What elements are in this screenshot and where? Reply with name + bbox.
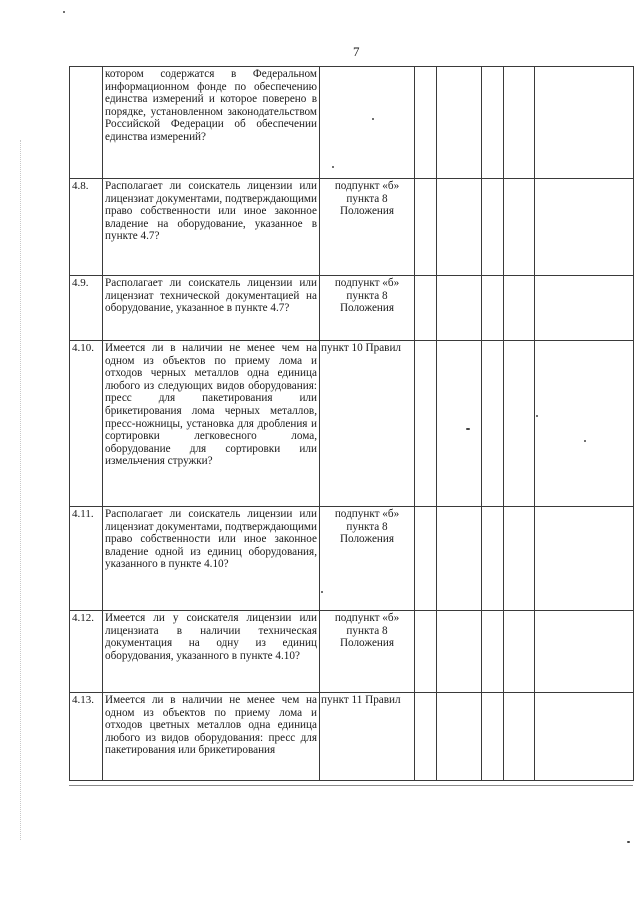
note-cell: [535, 67, 634, 179]
item-number: 4.10.: [70, 341, 103, 507]
answer-cell: [415, 276, 437, 341]
scan-speck: [627, 841, 630, 843]
scan-fold-line: [20, 140, 21, 840]
table-row: [70, 341, 634, 507]
answer-cell: [437, 341, 482, 507]
reference-cell: подпункт «б» пункта 8 Положения: [320, 179, 415, 276]
scan-speck: [372, 118, 374, 120]
reference-cell: пункт 10 Правил: [320, 341, 415, 507]
answer-cell: [415, 507, 437, 611]
answer-cell: [482, 507, 504, 611]
item-number: 4.11.: [70, 507, 103, 611]
answer-cell: [437, 611, 482, 693]
answer-cell: [415, 341, 437, 507]
scan-speck: [466, 428, 470, 430]
item-number: 4.12.: [70, 611, 103, 693]
question-cell: [103, 179, 320, 276]
answer-cell: [504, 611, 535, 693]
question-text: котором содержатся в Федеральном информационном фонде по обеспечению единства измерений и которое поверено в порядке, установленном законодательством Российской Федерации об обеспечении единства измерений?: [105, 68, 317, 143]
checklist-table: [69, 66, 634, 781]
answer-cell: [504, 276, 535, 341]
answer-cell: [415, 179, 437, 276]
table-row: [70, 276, 634, 341]
question-text: Имеется ли у соискателя лицензии или лицензиата в наличии техническая документация на одну из единиц оборудования, указанного в пункте 4.10?: [105, 612, 317, 662]
reference-cell: пункт 11 Правил: [320, 693, 415, 781]
note-cell: [535, 507, 634, 611]
answer-cell: [437, 693, 482, 781]
table-row: [70, 179, 634, 276]
answer-cell: [437, 179, 482, 276]
answer-cell: [504, 179, 535, 276]
note-cell: [535, 341, 634, 507]
answer-cell: [437, 507, 482, 611]
answer-cell: [482, 67, 504, 179]
reference-cell: подпункт «б» пункта 8 Положения: [320, 611, 415, 693]
answer-cell: [504, 341, 535, 507]
scan-speck: [63, 11, 65, 13]
scan-speck: [332, 166, 334, 168]
table-row: [70, 507, 634, 611]
item-number: 4.8.: [70, 179, 103, 276]
scan-speck: [321, 591, 323, 593]
question-text: Располагает ли соискатель лицензии или лицензиат документами, подтверждающими право собственности или иное законное владение на оборудование, указанное в пункте 4.7?: [105, 180, 317, 243]
answer-cell: [482, 341, 504, 507]
answer-cell: [415, 611, 437, 693]
item-number: 4.9.: [70, 276, 103, 341]
question-cell: [103, 341, 320, 507]
question-text: Располагает ли соискатель лицензии или лицензиат документами, подтверждающими право собственности или иное законное владение одной из единиц оборудования, указанного в пункте 4.10?: [105, 508, 317, 571]
page-number: 7: [353, 44, 360, 59]
scan-speck: [536, 415, 538, 417]
answer-cell: [482, 693, 504, 781]
page-bottom-rule: [69, 785, 633, 786]
answer-cell: [437, 276, 482, 341]
question-cell: [103, 67, 320, 179]
item-number: [70, 67, 103, 179]
answer-cell: [504, 507, 535, 611]
answer-cell: [415, 67, 437, 179]
table-row: [70, 693, 634, 781]
answer-cell: [482, 179, 504, 276]
question-text: Имеется ли в наличии не менее чем на одном из объектов по приему лома и отходов цветных металлов одна единица любого из видов оборудования: пресс для пакетирования или брикетирования: [105, 694, 317, 757]
question-text: Располагает ли соискатель лицензии или лицензиат технической документацией на оборудование, указанное в пункте 4.7?: [105, 277, 317, 315]
note-cell: [535, 276, 634, 341]
note-cell: [535, 179, 634, 276]
reference-cell: [320, 67, 415, 179]
question-text: Имеется ли в наличии не менее чем на одном из объектов по приему лома и отходов черных металлов одна единица любого из следующих видов оборудования: пресс для пакетирования или брикетирования лома черных металлов, пресс-ножницы, установка для дробления и сортировки легковесного лома, оборудование для сортировки или измельчения стружки?: [105, 342, 317, 468]
scan-speck: [584, 440, 586, 442]
answer-cell: [504, 67, 535, 179]
table-row: [70, 67, 634, 179]
question-cell: [103, 693, 320, 781]
note-cell: [535, 693, 634, 781]
question-cell: [103, 507, 320, 611]
item-number: 4.13.: [70, 693, 103, 781]
reference-cell: подпункт «б» пункта 8 Положения: [320, 276, 415, 341]
question-cell: [103, 611, 320, 693]
table-row: [70, 611, 634, 693]
note-cell: [535, 611, 634, 693]
answer-cell: [482, 611, 504, 693]
answer-cell: [437, 67, 482, 179]
reference-cell: подпункт «б» пункта 8 Положения: [320, 507, 415, 611]
answer-cell: [504, 693, 535, 781]
answer-cell: [415, 693, 437, 781]
answer-cell: [482, 276, 504, 341]
question-cell: [103, 276, 320, 341]
